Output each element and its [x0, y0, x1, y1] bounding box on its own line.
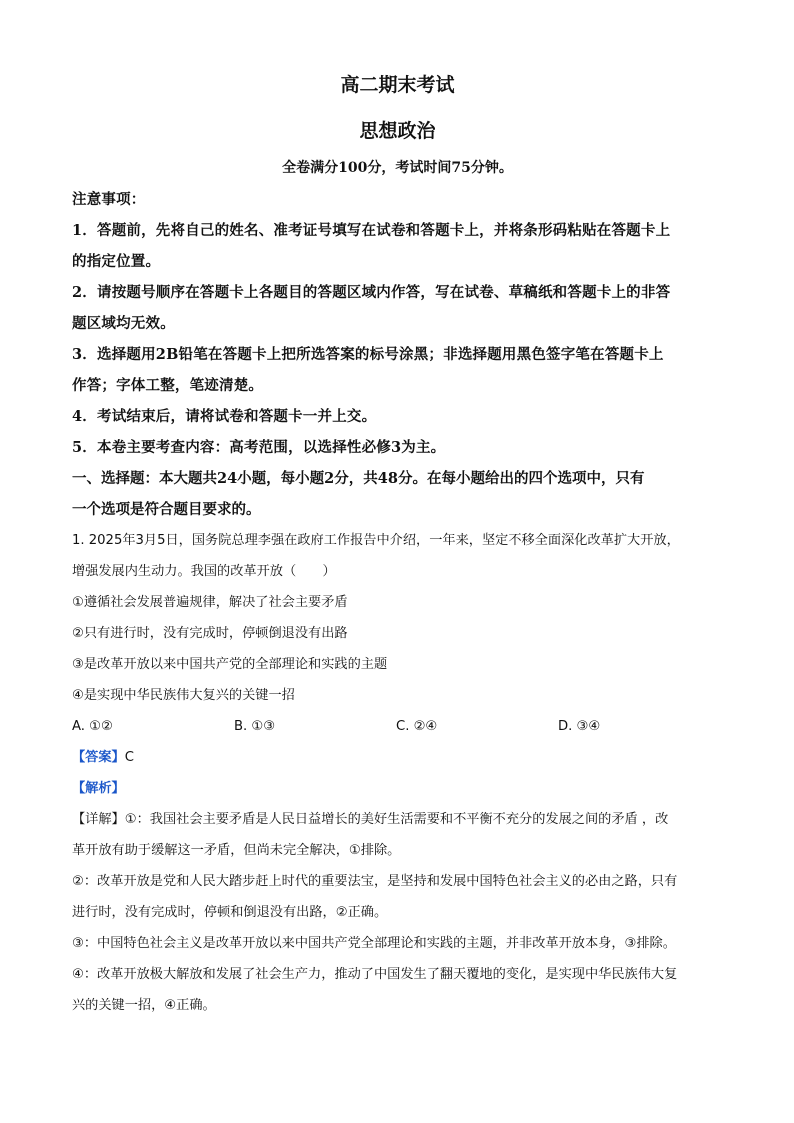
notice-block	[72, 184, 723, 463]
section-heading-line: 一个选项是符合题目要求的。	[72, 501, 261, 518]
option-c: C. ②④	[396, 719, 438, 734]
question-statement: ②只有进行时，没有完成时，停顿倒退没有出路	[72, 626, 348, 641]
notice-line: 5．本卷主要考查内容：高考范围，以选择性必修3为主。	[72, 439, 446, 456]
answer-label: 【答案】	[72, 750, 125, 765]
exam-title: 高二期末考试	[340, 74, 455, 96]
detail-line	[72, 804, 723, 835]
notice-line: 4．考试结束后，请将试卷和答题卡一并上交。	[72, 408, 377, 425]
question-statement: ③是改革开放以来中国共产党的全部理论和实践的主题	[72, 657, 388, 672]
notice-line: 题区域均无效。	[72, 315, 175, 332]
question-stem-line: 1. 2025年3月5日，国务院总理李强在政府工作报告中介绍，一年来，坚定不移全面深化改革扩大开放，	[72, 533, 680, 548]
detail-line: 革开放有助于缓解这一矛盾，但尚未完全解决，①排除。	[72, 843, 401, 858]
question-1	[72, 525, 723, 1021]
detail-line: ③：中国特色社会主义是改革开放以来中国共产党全部理论和实践的主题，并非改革开放本身，③排除。	[72, 936, 676, 951]
option-d: D. ③④	[558, 719, 601, 734]
answer-line	[72, 742, 723, 773]
analysis-label: 【解析】	[72, 781, 125, 796]
option-b: B. ①③	[234, 719, 276, 734]
detail-text: ①：我国社会主要矛盾是人民日益增长的美好生活需要和不平衡不充分的发展之间的矛盾 ，改	[124, 812, 669, 827]
answer-value: C	[124, 750, 134, 765]
question-stem-line: 增强发展内生动力。我国的改革开放（ ）	[72, 564, 336, 579]
section-heading-line: 一、选择题：本大题共24小题，每小题2分，共48分。在每小题给出的四个选项中，只有	[72, 470, 645, 487]
notice-heading: 注意事项：	[72, 191, 146, 208]
detail-line: 进行时，没有完成时，停顿和倒退没有出路，②正确。	[72, 905, 388, 920]
detail-line: ④：改革开放极大解放和发展了社会生产力，推动了中国发生了翻天覆地的变化，是实现中华民族伟大复	[72, 967, 678, 982]
notice-line: 作答；字体工整，笔迹清楚。	[72, 377, 264, 394]
detail-line: ②：改革开放是党和人民大踏步赶上时代的重要法宝，是坚持和发展中国特色社会主义的必由之路，只有	[72, 874, 678, 889]
exam-info: 全卷满分100分，考试时间75分钟。	[282, 160, 513, 176]
notice-line: 1．答题前，先将自己的姓名、准考证号填写在试卷和答题卡上，并将条形码粘贴在答题卡上	[72, 222, 671, 239]
question-statement: ①遵循社会发展普遍规律，解决了社会主要矛盾	[72, 595, 348, 610]
detail-label: 【详解】	[72, 812, 125, 827]
notice-line: 2．请按题号顺序在答题卡上各题目的答题区域内作答，写在试卷、草稿纸和答题卡上的非答	[72, 284, 671, 301]
question-statement: ④是实现中华民族伟大复兴的关键一招	[72, 688, 295, 703]
notice-line: 3．选择题用2B铅笔在答题卡上把所选答案的标号涂黑；非选择题用黑色签字笔在答题卡上	[72, 346, 664, 363]
answer-options	[72, 711, 723, 742]
analysis-line	[72, 773, 723, 804]
exam-page	[72, 60, 723, 1021]
notice-line: 的指定位置。	[72, 253, 161, 270]
option-a: A. ①②	[72, 719, 113, 734]
section-heading-block	[72, 463, 723, 525]
detail-line: 兴的关键一招，④正确。	[72, 998, 216, 1013]
exam-subject: 思想政治	[359, 120, 436, 142]
